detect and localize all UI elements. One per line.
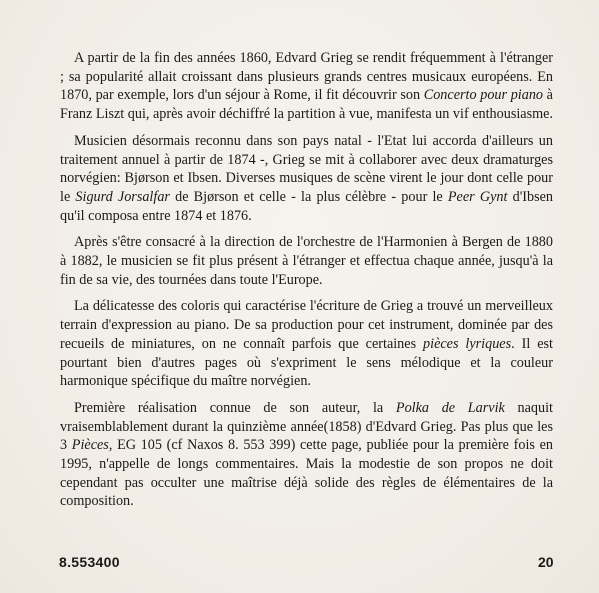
text-run: Première réalisation connue de son auteur, la (74, 399, 396, 416)
paragraph (60, 233, 553, 289)
italic-title: pièces lyriques (423, 335, 512, 352)
italic-title: Polka de Larvik (395, 399, 505, 416)
text-run: . Il est pourtant bien d'autres pages où s'expriment le sens mélodique et la couleur harmonique spécifique du maître norvégien. (60, 335, 553, 390)
italic-title: Concerto pour piano (423, 87, 544, 104)
italic-title: Peer Gynt (447, 188, 508, 205)
page-number: 20 (538, 554, 554, 570)
text-run: de Bjørson et celle - la plus célèbre - pour le (169, 188, 448, 205)
text-run: naquit vraisemblablement durant la quinzième année(1858) d'Edvard Grieg. Pas plus que les 3 (60, 399, 553, 454)
paragraph (60, 399, 553, 511)
paragraph (60, 49, 553, 124)
text-run: à Franz Liszt qui, après avoir déchiffré la partition à vue, manifesta un vif enthousiasme. (60, 87, 553, 123)
text-run: Musicien désormais reconnu dans son pays natal - l'Etat lui accorda d'ailleurs un traitement annuel à partir de 1874 -, Grieg se mit à collaborer avec deux dramaturges norvégien: Bjørson et Ibsen. Diverses musiques de scène virent le jour dont celle pour le (60, 132, 553, 205)
text-run: A partir de la fin des années 1860, Edvard Grieg se rendit fréquemment à l'étranger ; sa popularité allait croissant dans plusieurs grands centres musicaux européens. En 1870, par exemple, lors d'un séjour à Rome, il fit découvrir son (60, 50, 553, 104)
italic-title: Pièces (71, 437, 109, 454)
catalog-number: 8.553400 (59, 554, 120, 570)
paragraph (60, 132, 553, 226)
italic-title: Sigurd Jorsalfar (75, 188, 170, 205)
paragraph (60, 297, 553, 391)
text-run: Après s'être consacré à la direction de l'orchestre de l'Harmonien à Bergen de 1880 à 1882, le musicien se fit plus présent à l'étranger et effectua chaque année, jusqu'à la fin de sa vie, des tournées dans toute l'Europe. (60, 234, 553, 288)
text-run: La délicatesse des coloris qui caractérise l'écriture de Grieg a trouvé un merveilleux terrain d'expression au piano. De sa production pour cet instrument, dominée par des recueils de miniatures, on ne connaît parfois que certaines (60, 298, 553, 352)
text-run: , EG 105 (cf Naxos 8. 553 399) cette page, publiée pour la première fois en 1995, n'appelle de longs commentaires. Mais la modestie de son propos ne doit cependant pas occulter une maîtrise déjà solide des règles de élémentaires de la composition. (60, 437, 554, 510)
body-text (60, 49, 553, 519)
text-run: d'Ibsen qu'il composa entre 1874 et 1876. (60, 188, 553, 224)
